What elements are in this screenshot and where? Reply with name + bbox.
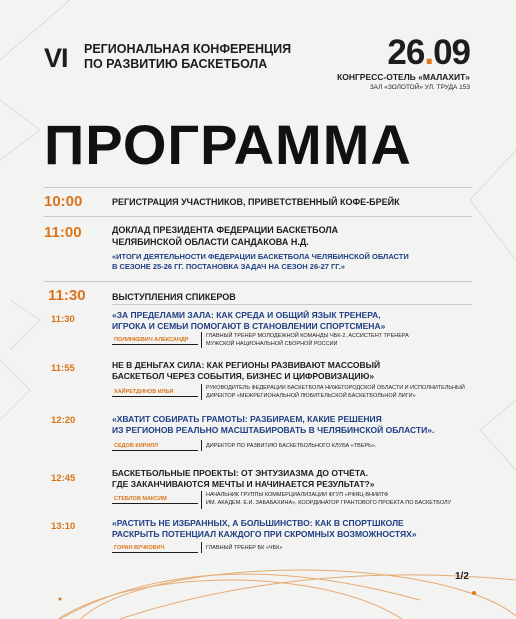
report-subtitle-line2: В СЕЗОНЕ 25-26 ГГ. ПОСТАНОВКА ЗАДАЧ НА СЕЗОН 26-27 ГГ.» (112, 262, 345, 271)
event-date (387, 33, 470, 73)
talk-title-line2: ИЗ РЕГИОНОВ РЕАЛЬНО МАСШТАБИРОВАТЬ В ЧЕЛЯБИНСКОЙ ОБЛАСТИ». (112, 425, 435, 435)
separator (201, 440, 202, 451)
talk-title-line2: БАСКЕТБОЛ ЧЕРЕЗ СОБЫТИЯ, БИЗНЕС И ЦИФРОВИЗАЦИЮ» (112, 371, 375, 381)
talk-title-line1: «ЗА ПРЕДЕЛАМИ ЗАЛА: КАК СРЕДА И ОБЩИЙ ЯЗЫК ТРЕНЕРА, (112, 310, 381, 320)
report-subtitle-line1: «ИТОГИ ДЕЯТЕЛЬНОСТИ ФЕДЕРАЦИИ БАСКЕТБОЛА ЧЕЛЯБИНСКОЙ ОБЛАСТИ (112, 252, 409, 261)
speaker-underline (112, 344, 198, 345)
talk-time: 11:55 (51, 363, 75, 374)
conference-title-line2: ПО РАЗВИТИЮ БАСКЕТБОЛА (84, 57, 268, 71)
separator (201, 542, 202, 553)
divider (112, 304, 472, 305)
talk-time: 12:45 (51, 473, 76, 484)
report-title-line1: ДОКЛАД ПРЕЗИДЕНТА ФЕДЕРАЦИИ БАСКЕТБОЛА (112, 225, 339, 235)
venue-hall: ЗАЛ «ЗОЛОТОЙ» УЛ. ТРУДА 153 (369, 84, 470, 91)
speaker-underline (112, 396, 198, 397)
conference-title (84, 42, 291, 72)
talk-title (112, 310, 385, 332)
speaker-role (206, 333, 409, 348)
talk-time: 13:10 (51, 521, 76, 532)
date-month: 09 (433, 33, 470, 72)
speaker-name: СЕДОВ КИРИЛЛ (114, 443, 158, 449)
speaker-name: ГОРАН ВУЧКОВИЧ (114, 545, 165, 551)
speaker-name: ПОЛИНКЕВИЧ АЛЕКСАНДР (114, 337, 189, 343)
speaker-role-line1: ГЛАВНЫЙ ТРЕНЕР МОЛОДЕЖНОЙ КОМАНДЫ ЧБК-2, АССИСТЕНТ ТРЕНЕРА (206, 333, 409, 339)
talk-title (112, 468, 374, 490)
separator (201, 384, 202, 400)
speaker-underline (112, 503, 198, 504)
venue-name: КОНГРЕСС-ОТЕЛЬ «МАЛАХИТ» (337, 72, 470, 82)
speaker-role (206, 492, 451, 507)
speaker-underline (112, 552, 198, 553)
edition-number: VI (44, 43, 68, 73)
talk-title-line2: РАСКРЫТЬ ПОТЕНЦИАЛ КАЖДОГО ПРИ СКРОМНЫХ ВОЗМОЖНОСТЯХ» (112, 529, 417, 539)
divider (44, 216, 472, 217)
speaker-role-line1: НАЧАЛЬНИК ГРУППЫ КОММЕРЦИАЛИЗАЦИИ ФГУП «РФЯЦ-ВНИИТФ (206, 492, 389, 498)
speaker-role-line2: МУЖСКОЙ НАЦИОНАЛЬНОЙ СБОРНОЙ РОССИИ (206, 340, 338, 347)
talk-title-line1: БАСКЕТБОЛЬНЫЕ ПРОЕКТЫ: ОТ ЭНТУЗИАЗМА ДО ОТЧЁТА. (112, 468, 368, 478)
speaker-role-line2: ИМ. АКАДЕМ. Е.И. ЗАБАБАХИНА», КООРДИНАТОР ГРАНТОВОГО ПРОЕКТА ПО БАСКЕТБОЛУ (206, 499, 452, 506)
talk-title-line1: «ХВАТИТ СОБИРАТЬ ГРАМОТЫ: РАЗБИРАЕМ, КАКИЕ РЕШЕНИЯ (112, 414, 382, 424)
separator (201, 491, 202, 509)
separator (201, 332, 202, 348)
report-title (112, 224, 338, 248)
date-dot: . (424, 33, 434, 72)
talk-time: 11:30 (51, 314, 75, 325)
page-number: 1/2 (455, 571, 469, 582)
time-speakers: 11:30 (48, 287, 86, 304)
date-day: 26 (387, 33, 425, 72)
talk-title (112, 360, 380, 382)
speaker-role (206, 385, 465, 400)
time-registration: 10:00 (44, 193, 83, 210)
report-title-line2: ЧЕЛЯБИНСКОЙ ОБЛАСТИ САНДАКОВА Н.Д. (112, 237, 309, 247)
speaker-role: ДИРЕКТОР ПО РАЗВИТИЮ БАСКЕТБОЛЬНОГО КЛУБА «ТВЕРЬ». (206, 443, 377, 449)
talk-title-line1: «РАСТИТЬ НЕ ИЗБРАННЫХ, А БОЛЬШИНСТВО: КАК В СПОРТШКОЛЕ (112, 518, 404, 528)
talk-time: 12:20 (51, 415, 76, 426)
speaker-role-line2: ДИРЕКТОР «МЕЖРЕГИОНАЛЬНОЙ ЛЮБИТЕЛЬСКОЙ БАСКЕТБОЛЬНОЙ ЛИГИ» (206, 392, 416, 399)
talk-title-line2: ИГРОКА И СЕМЬИ ПОМОГАЮТ В СТАНОВЛЕНИИ СПОРТСМЕНА» (112, 321, 386, 331)
speaker-underline (112, 450, 198, 451)
conference-title-line1: РЕГИОНАЛЬНАЯ КОНФЕРЕНЦИЯ (84, 42, 292, 56)
speaker-name: СТЕБЛОВ МАКСИМ (114, 496, 167, 502)
talk-title (112, 414, 434, 436)
speaker-role-line1: РУКОВОДИТЕЛЬ ФЕДЕРАЦИИ БАСКЕТБОЛА НИЖЕГОРОДСКОЙ ОБЛАСТИ И ИСПОЛНИТЕЛЬНЫЙ (206, 385, 465, 391)
talk-title-line2: ГДЕ ЗАКАНЧИВАЮТСЯ МЕЧТЫ И НАЧИНАЕТСЯ РЕЗУЛЬТАТ?» (112, 479, 375, 489)
page-title: ПРОГРАММА (44, 113, 412, 176)
talk-title (112, 518, 417, 540)
time-report: 11:00 (44, 224, 82, 241)
divider (44, 187, 472, 188)
report-subtitle (112, 252, 409, 272)
speaker-name: ХАЙРЕТДИНОВ ИЛЬЯ (114, 389, 174, 395)
divider (44, 281, 472, 282)
speaker-role: ГЛАВНЫЙ ТРЕНЕР БК «ЧБК» (206, 545, 283, 551)
speakers-title: ВЫСТУПЛЕНИЯ СПИКЕРОВ (112, 292, 236, 302)
talk-title-line1: НЕ В ДЕНЬГАХ СИЛА: КАК РЕГИОНЫ РАЗВИВАЮТ МАССОВЫЙ (112, 360, 381, 370)
registration-title: РЕГИСТРАЦИЯ УЧАСТНИКОВ, ПРИВЕТСТВЕННЫЙ КОФЕ-БРЕЙК (112, 197, 400, 207)
